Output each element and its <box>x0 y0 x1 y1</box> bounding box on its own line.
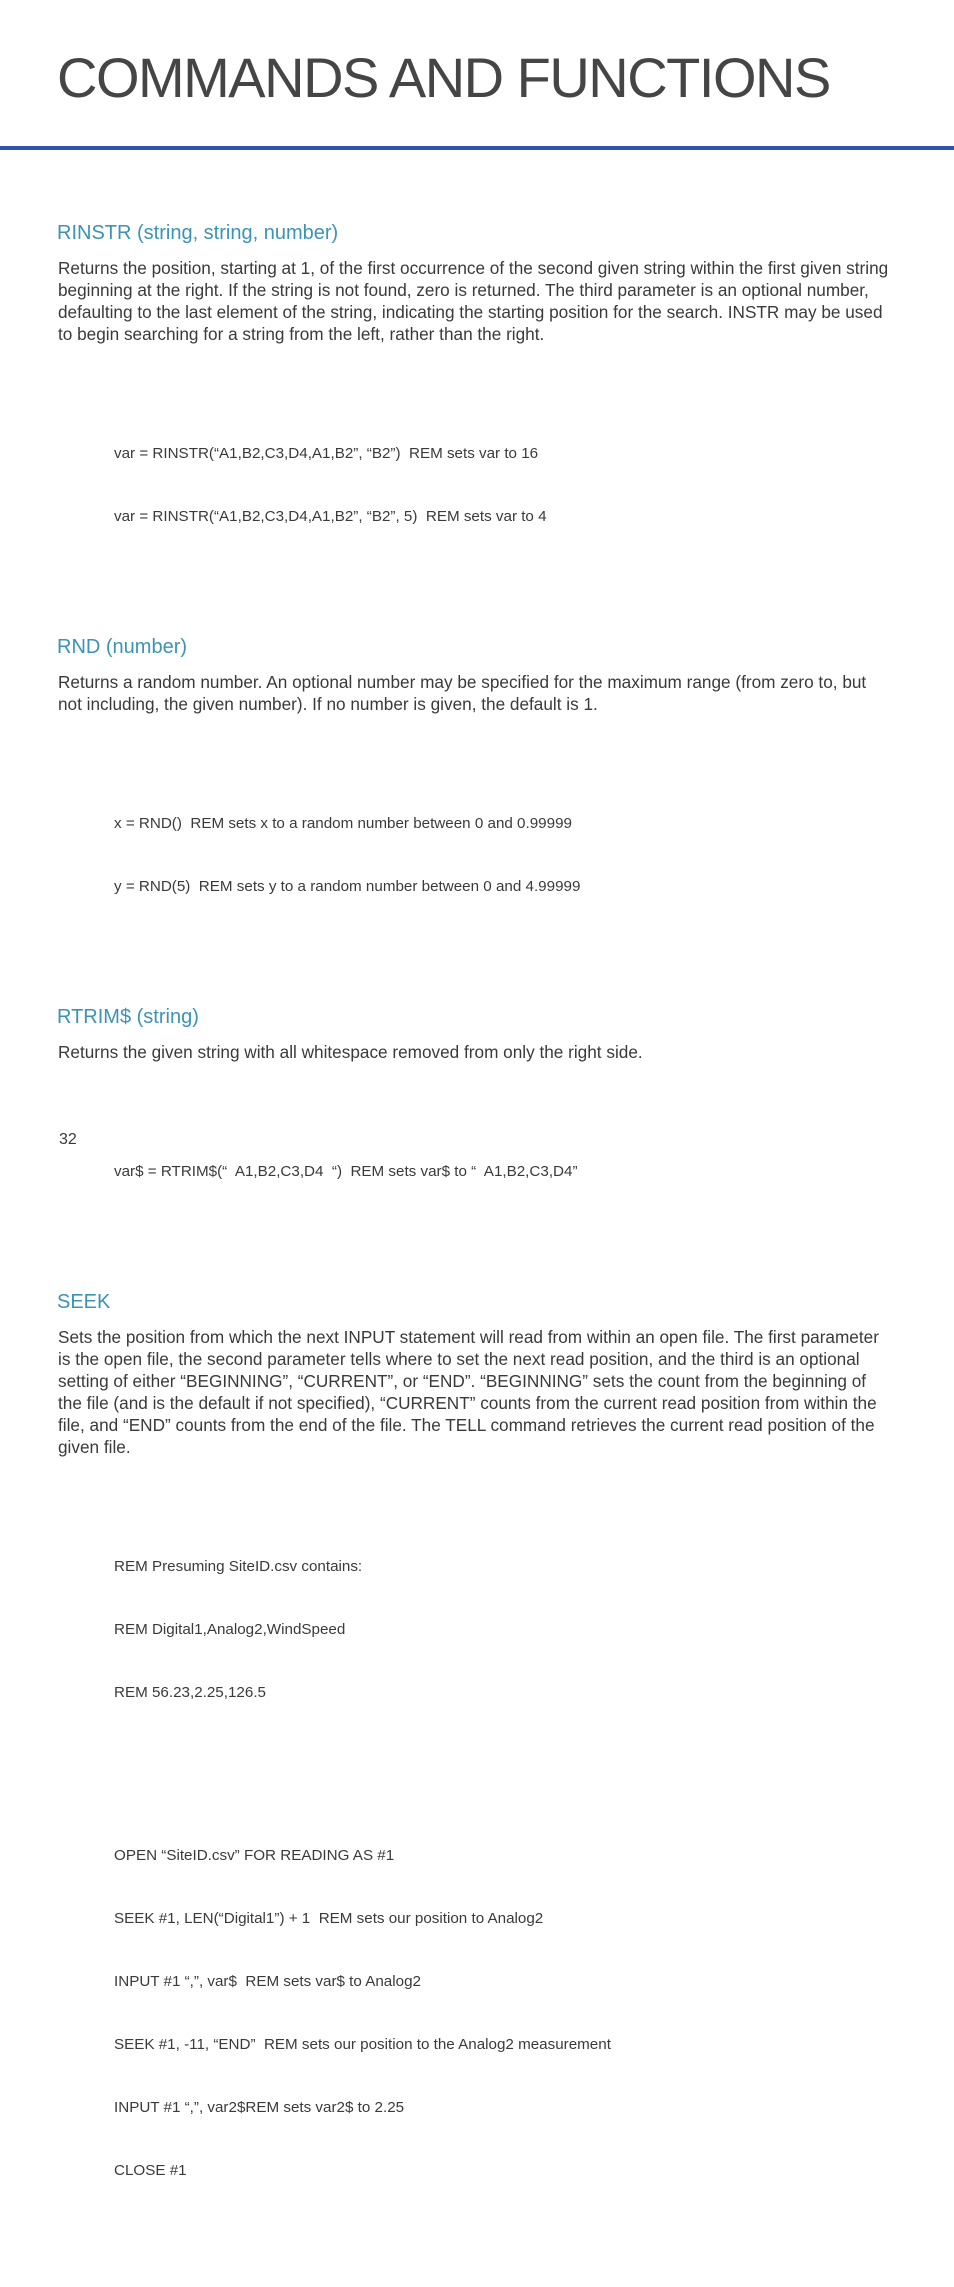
section-seek <box>57 1288 893 2265</box>
section-heading: RND (number) <box>57 636 188 658</box>
code-line: y = RND(5) REM sets y to a random number between 0 and 4.99999 <box>114 878 581 895</box>
section-heading: RINSTR (string, string, number) <box>57 222 339 244</box>
code-line: REM Presuming SiteID.csv contains: <box>114 1558 363 1575</box>
code-group <box>114 1119 893 1224</box>
code-line: INPUT #1 “,”, var2$REM sets var2$ to 2.25 <box>114 2099 405 2116</box>
section-rinstr <box>57 219 893 611</box>
code-example <box>114 729 893 981</box>
code-line: OPEN “SiteID.csv” FOR READING AS #1 <box>114 1847 395 1864</box>
code-group <box>114 401 893 569</box>
title-rule <box>0 146 954 150</box>
section-description: Returns the given string with all whitespace removed from only the right side. <box>58 1042 643 1062</box>
code-line: SEEK #1, -11, “END” REM sets our position to the Analog2 measurement <box>114 2036 611 2053</box>
code-example <box>114 1077 893 1266</box>
section-heading: RTRIM$ (string) <box>57 1006 199 1028</box>
page-number: 32 <box>59 1131 77 1148</box>
section-rtrim <box>57 1003 893 1266</box>
code-line: REM 56.23,2.25,126.5 <box>114 1684 266 1701</box>
code-group <box>114 1803 893 2223</box>
code-line: INPUT #1 “,”, var$ REM sets var$ to Analog2 <box>114 1973 421 1990</box>
section-rnd <box>57 633 893 981</box>
code-group <box>114 1514 893 1745</box>
code-line: SEEK #1, LEN(“Digital1”) + 1 REM sets our position to Analog2 <box>114 1910 544 1927</box>
code-line: var$ = RTRIM$(“ A1,B2,C3,D4 “) REM sets var$ to “ A1,B2,C3,D4” <box>114 1163 578 1180</box>
code-line: var = RINSTR(“A1,B2,C3,D4,A1,B2”, “B2”, 5) REM sets var to 4 <box>114 508 547 525</box>
page-title: COMMANDS AND FUNCTIONS <box>57 46 830 109</box>
section-description: Sets the position from which the next INPUT statement will read from within an open file. The first parameter is the open file, the second parameter tells where to set the next read position, and the third is an optional setting of either “BEGINNING”, “CURRENT”, or “END”. “BEGINNING” sets the count from the beginning of the file (and is the default if not specified), “CURRENT” counts from the current read position from within the file, and “END” counts from the end of the file. The TELL command retrieves the current read position of the given file. <box>58 1327 879 1457</box>
code-line: x = RND() REM sets x to a random number between 0 and 0.99999 <box>114 815 572 832</box>
code-line: CLOSE #1 <box>114 2162 187 2179</box>
code-line: var = RINSTR(“A1,B2,C3,D4,A1,B2”, “B2”) REM sets var to 16 <box>114 445 539 462</box>
content <box>57 219 893 2287</box>
code-group <box>114 771 893 939</box>
code-line: REM Digital1,Analog2,WindSpeed <box>114 1621 346 1638</box>
code-example <box>114 1472 893 2265</box>
section-heading: SEEK <box>57 1291 111 1313</box>
section-description: Returns a random number. An optional number may be specified for the maximum range (from zero to, but not including, the given number). If no number is given, the default is 1. <box>58 672 867 714</box>
code-example <box>114 359 893 611</box>
section-description: Returns the position, starting at 1, of the first occurrence of the second given string within the first given string beginning at the right. If the string is not found, zero is returned. The third parameter is an optional number, defaulting to the last element of the string, indicating the starting position for the search. INSTR may be used to begin searching for a string from the left, rather than the right. <box>58 258 889 344</box>
